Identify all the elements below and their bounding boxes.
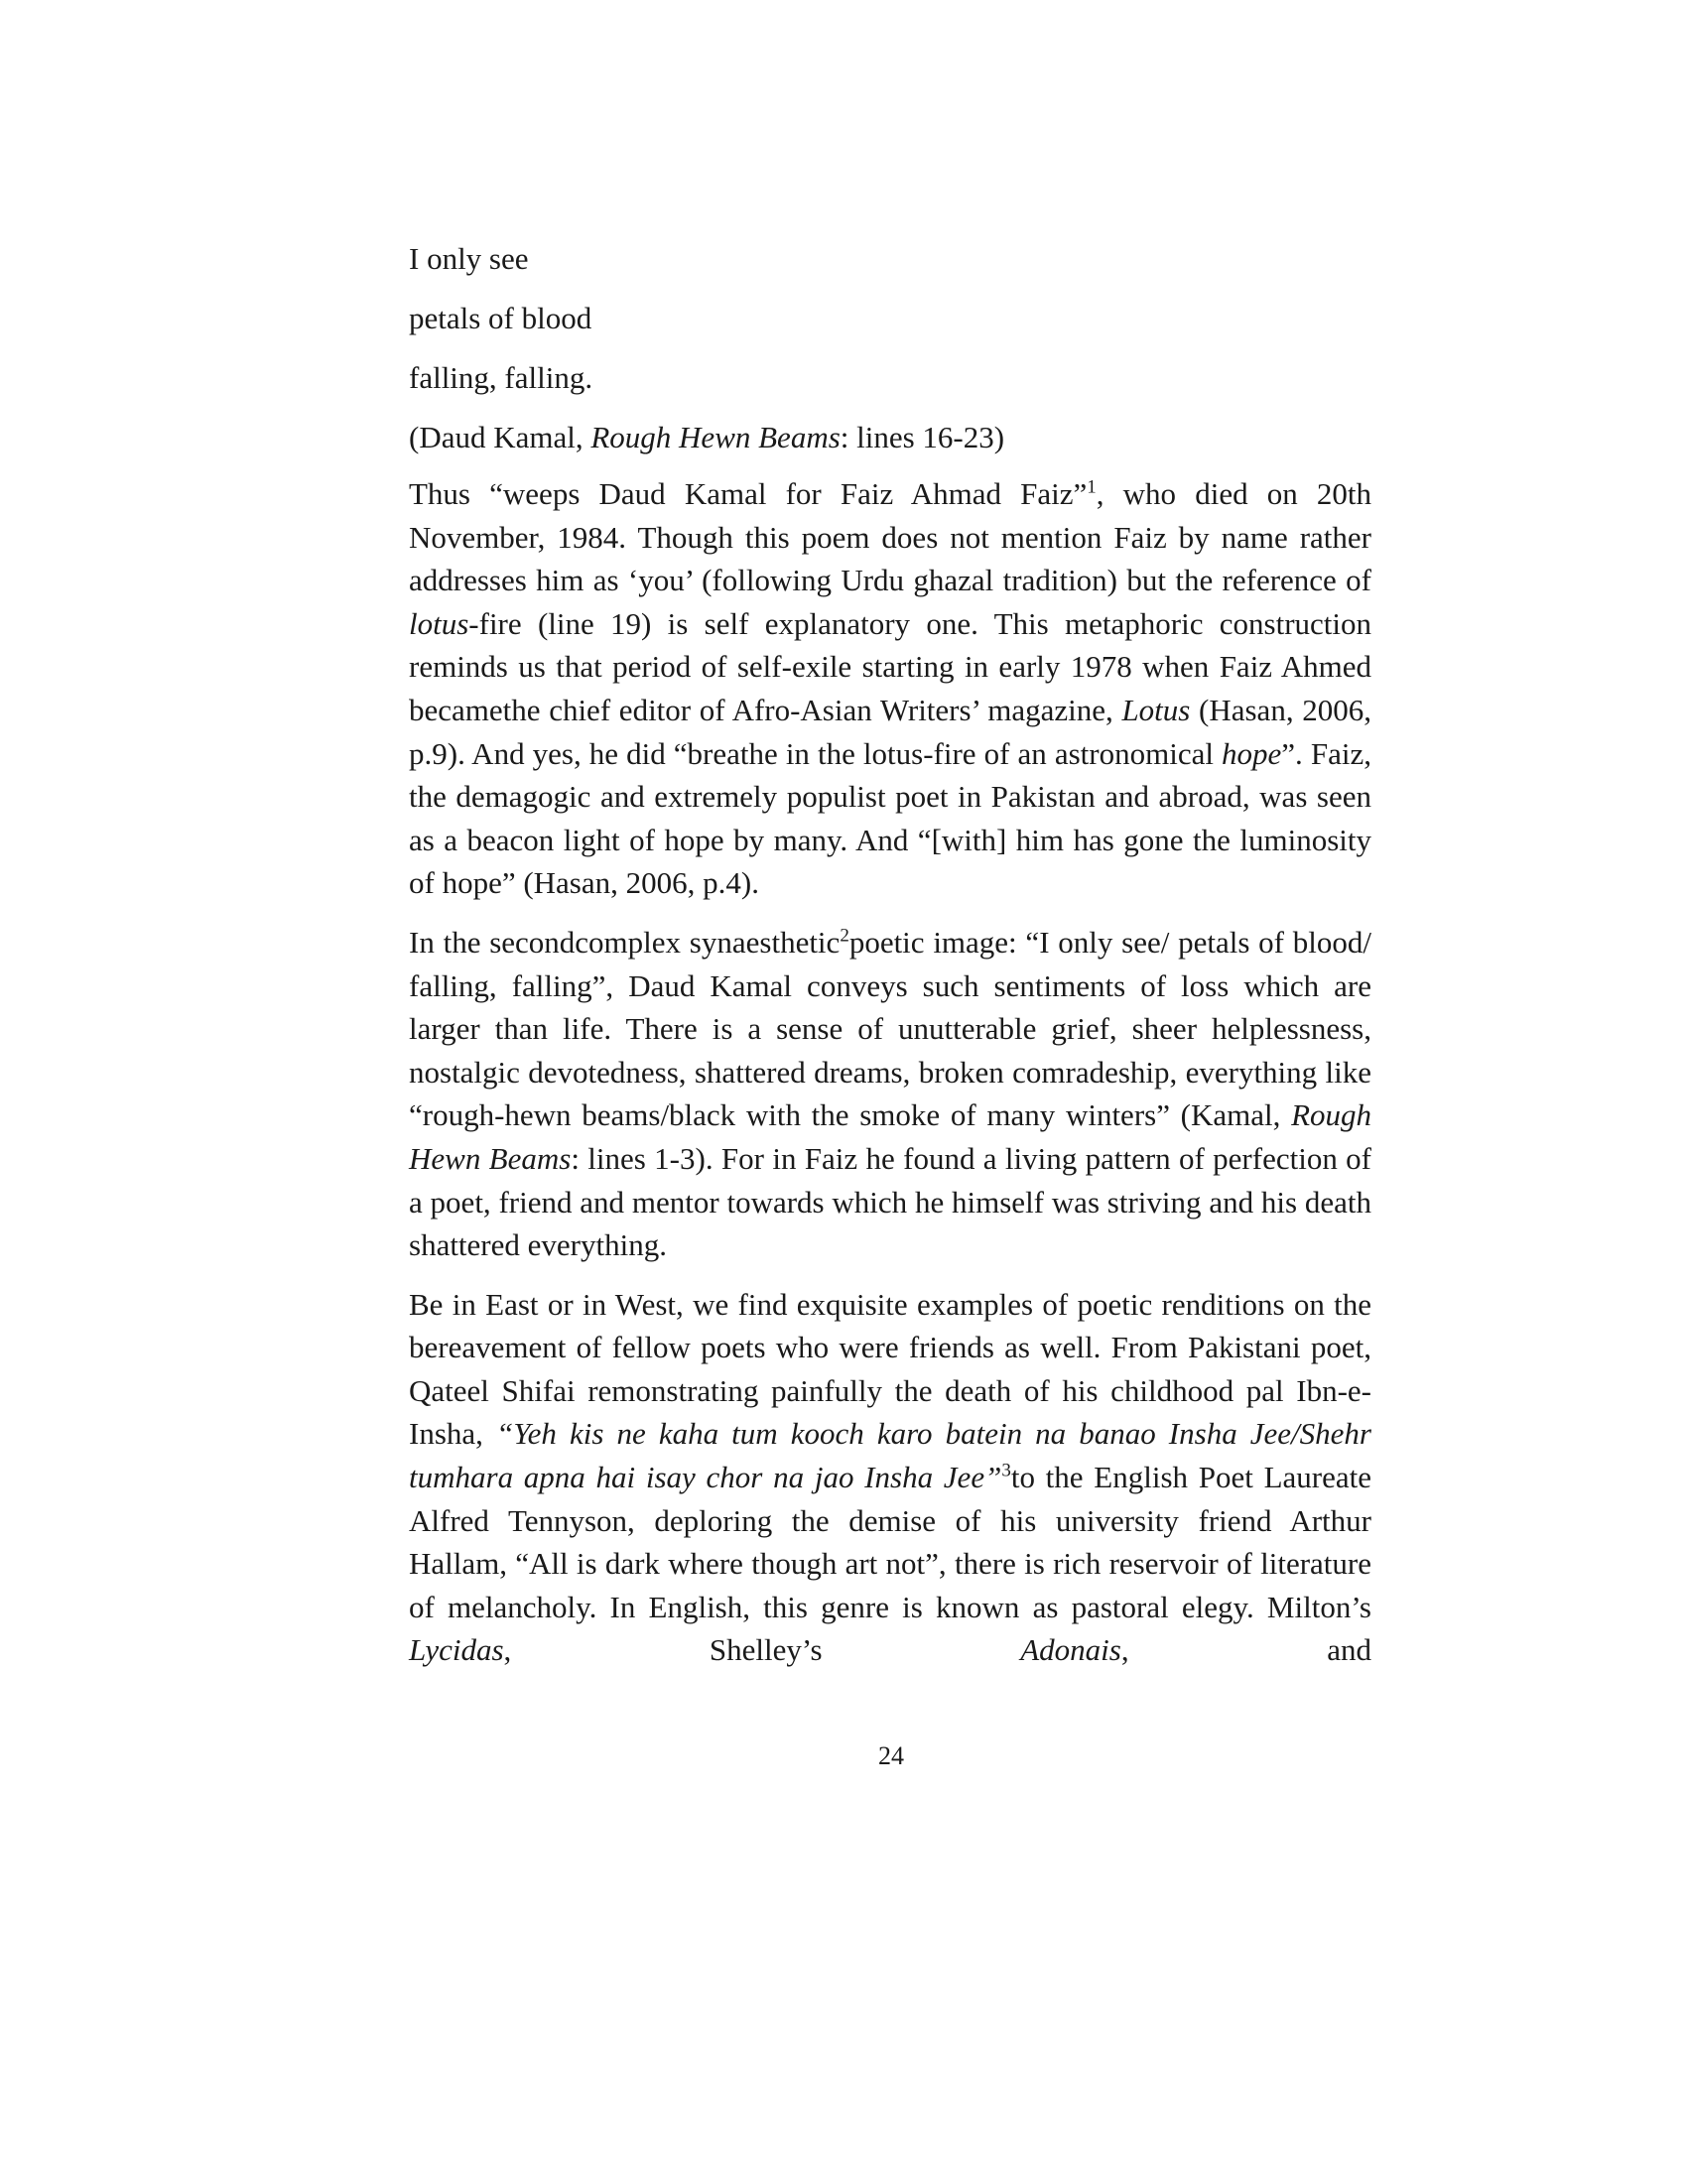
footnote-ref-1: 1: [1087, 476, 1097, 498]
p1-text-4: (Hasan, 2006, p.9). And yes, he did “breathe in the lotus-fire of an astronomical: [409, 692, 1371, 771]
paragraph-2: [409, 921, 1371, 1267]
p1-text-1: Thus “weeps Daud Kamal for Faiz Ahmad Faiz”: [409, 476, 1088, 511]
citation-title: Rough Hewn Beams: [590, 420, 841, 454]
p1-text-2: , who died on 20th November, 1984. Though this poem does not mention Faiz by name rather addresses him as ‘you’ (following Urdu ghazal tradition) but the reference of: [409, 476, 1371, 598]
p2-italic-1: Rough Hewn Beams: [409, 1097, 1371, 1176]
p1-text-3: -fire (line 19) is self explanatory one. This metaphoric construction reminds us that period of self-exile starting in early 1978 when Faiz Ahmed becamethe chief editor of Afro-Asian Writers’ magazine,: [409, 605, 1371, 727]
citation-suffix: : lines 16-23): [840, 420, 1005, 454]
verse-line-1: I only see: [409, 241, 529, 276]
verse-line-2: petals of blood: [409, 301, 592, 335]
footnote-ref-2: 2: [840, 925, 849, 947]
p1-italic-3: hope: [1222, 735, 1282, 771]
p3-italic-3: Adonais: [1020, 1632, 1121, 1668]
p3-text-4: , and: [1120, 1632, 1371, 1668]
p3-text-3: , Shelley’s: [503, 1632, 1021, 1668]
p1-italic-1: lotus: [409, 605, 469, 641]
p3-italic-1: “Yeh kis ne kaha tum kooch karo batein na banao Insha Jee/Shehr tumhara apna hai isay chor na jao Insha Jee”: [409, 1416, 1371, 1495]
paragraph-1: [409, 472, 1371, 905]
paragraph-3: [409, 1283, 1371, 1672]
citation-prefix: (Daud Kamal,: [409, 420, 591, 454]
p2-text-2: poetic image: “I only see/ petals of blood/ falling, falling”, Daud Kamal conveys such sentiments of loss which are larger than life. There is a sense of unutterable grief, sheer helplessness, nostalgic devotedness, shattered dreams, broken comradeship, everything like “rough-hewn beams/black with the smoke of many winters” (Kamal,: [409, 924, 1371, 1133]
p2-text-3: : lines 1-3). For in Faiz he found a living pattern of perfection of a poet, friend and mentor towards which he himself was striving and his death shattered everything.: [409, 1140, 1371, 1263]
p3-text-1: Be in East or in West, we find exquisite examples of poetic renditions on the bereavement of fellow poets who were friends as well. From Pakistani poet, Qateel Shifai remonstrating painfully the death of his childhood pal Ibn-e-Insha,: [409, 1286, 1371, 1452]
p3-italic-2: Lycidas: [409, 1632, 504, 1668]
p3-text-2: to the English Poet Laureate Alfred Tennyson, deploring the demise of his university friend Arthur Hallam, “All is dark where though art not”, there is rich reservoir of literature of melancholy. In English, this genre is known as pastoral elegy. Milton’s: [409, 1460, 1371, 1624]
verse-citation: [409, 419, 1371, 456]
p1-italic-2: Lotus: [1121, 692, 1191, 727]
p1-text-5: ”. Faiz, the demagogic and extremely populist poet in Pakistan and abroad, was seen as a beacon light of hope by many. And “[with] him has gone the luminosity of hope” (Hasan, 2006, p.4).: [409, 735, 1371, 901]
footnote-ref-3: 3: [1001, 1460, 1011, 1481]
page-number: 24: [878, 1741, 904, 1770]
page-body: [409, 240, 1371, 1672]
p2-text-1: In the secondcomplex synaesthetic: [409, 924, 841, 960]
verse-line-3: falling, falling.: [409, 360, 593, 395]
